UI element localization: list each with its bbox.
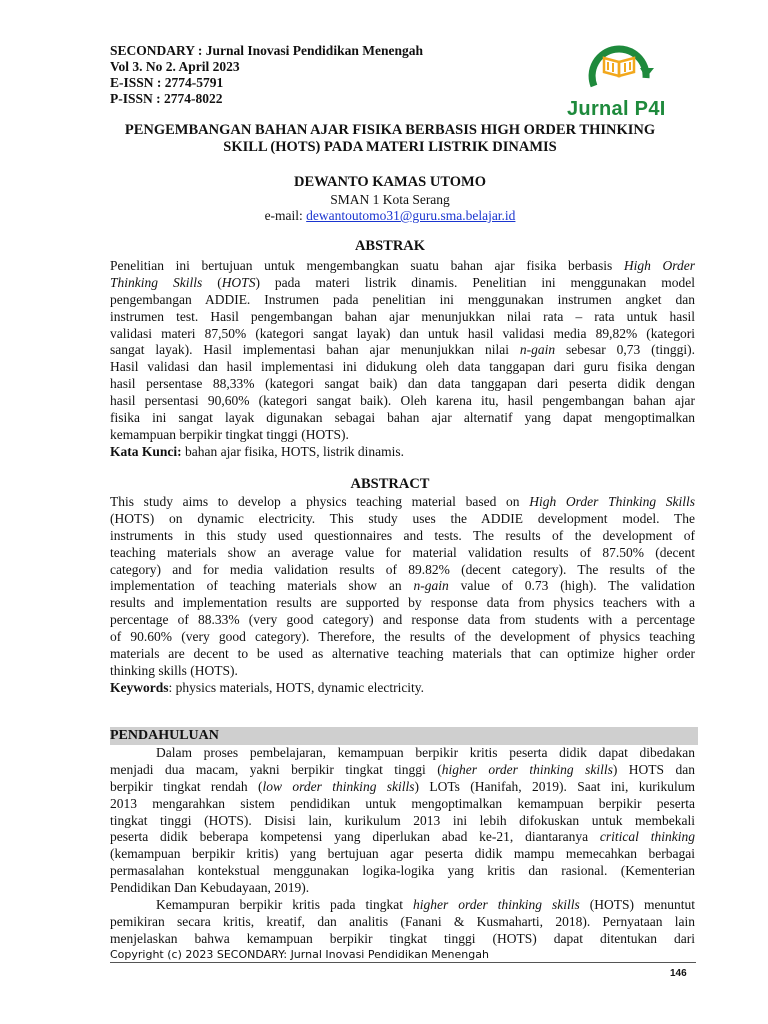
kata-kunci-text: bahan ajar fisika, HOTS, listrik dinamis. <box>181 444 404 459</box>
pendahuluan-line: Dalam proses pembelajaran, kemampuan berpikir kritis peserta didik dapat dibedakan <box>156 745 695 760</box>
abstrak-line: Thinking Skills (HOTS) pada materi listrik dinamis. Penelitian ini menggunakan model <box>110 274 695 290</box>
abstract-line: This study aims to develop a physics teaching material based on High Order Thinking Skills <box>110 494 696 509</box>
pendahuluan-line: peserta didik beberapa kompetensi yang diperlukan abad ke-21, diantaranya critical thinking <box>110 829 695 845</box>
pendahuluan-line: 2013 mengarahkan sistem pendidikan untuk mengoptimalkan kemampuan berpikir peserta <box>110 795 695 811</box>
pendahuluan-line: Kemampuran berpikir kritis pada tingkat higher order thinking skills (HOTS) menuntut <box>156 897 695 913</box>
pendahuluan-line: berpikir tingkat rendah (low order thinking skills) LOTs (Hanifah, 2019). Saat ini, kurikulum <box>110 778 696 794</box>
pendahuluan-line: Pendidikan Dan Kebudayaan, 2019). <box>110 880 310 896</box>
pendahuluan-line: tingkat tinggi (HOTS). Disisi lain, kurikulum 2013 ini lebih difokuskan untuk membekali <box>110 812 695 828</box>
abstract-line: category) and for media validation results of 89.82% (decent category). The results of the <box>110 561 695 577</box>
abstrak-line: instrumen test. Hasil pengembangan bahan ajar menunjukkan nilai rata – rata untuk hasil <box>110 308 695 324</box>
email-label: e-mail: <box>264 208 307 223</box>
abstract-line: of 90.60% (very good category). Therefore, the results of the development of physics teaching <box>110 629 695 645</box>
abstrak-line: validasi materi 87,50% (kategori sangat layak) dan untuk hasil validasi media 89,82% (kategori <box>110 325 695 341</box>
pendahuluan-line: menjadi dua macam, yakni berpikir tingkat tinggi (higher order thinking skills) HOTS dan <box>110 761 695 777</box>
keywords <box>110 680 695 696</box>
logo-text: Jurnal P4I <box>567 98 666 120</box>
abstract-line: teaching materials show an average value for material validation results of 87.50% (decent <box>110 544 695 560</box>
abstrak-line: kemampuan berpikir tingkat tinggi (HOTS). <box>110 426 349 442</box>
abstract-line: implementation of teaching materials show an n-gain value of 0.73 (high). The validation <box>110 578 695 594</box>
paper-title <box>90 122 690 156</box>
pendahuluan-line: (kemampuan berpikir kritis) yang bertujuan agar peserta didik mampu memecahkan berbagai <box>110 846 695 862</box>
abstract-body <box>110 494 695 680</box>
journal-logo <box>564 28 674 128</box>
keywords-label: Keywords <box>110 680 169 695</box>
abstract-line: materials are decent to be used as alternative teaching materials that can optimize higher order <box>110 646 695 662</box>
journal-eissn: E-ISSN : 2774-5791 <box>110 75 224 90</box>
abstract-line: (HOTS) on dynamic electricity. This study uses the ADDIE development model. The <box>110 510 695 526</box>
abstrak-line: pengembangan ADDIE. Instrumen pada penelitian ini menggunakan instrumen angket dan <box>110 291 695 307</box>
author-email-line <box>90 208 690 224</box>
pendahuluan-body <box>110 745 695 948</box>
author-institution: SMAN 1 Kota Serang <box>330 192 450 207</box>
abstract-line: percentage of 88.33% (very good category) and response data from students with a percentage <box>110 612 695 628</box>
abstrak-line: Hasil validasi dan hasil implementasi ini didukung oleh data tanggapan dari guru fisika dengan <box>110 359 695 375</box>
pendahuluan-heading: PENDAHULUAN <box>110 727 698 745</box>
pendahuluan-line: pemikiran secara kritis, kreatif, dan analitis (Fanani & Kusmaharti, 2018). Pernyataan lain <box>110 913 695 929</box>
kata-kunci <box>110 444 695 460</box>
journal-header <box>110 43 423 107</box>
kata-kunci-label: Kata Kunci: <box>110 444 182 459</box>
abstract-line: instruments in this study used questionnaires and tests. The results of the development of <box>110 527 695 543</box>
book-circle-logo-icon <box>564 28 674 98</box>
page-number: 146 <box>670 968 687 979</box>
abstract-line: thinking skills (HOTS). <box>110 662 238 678</box>
abstrak-heading: ABSTRAK <box>354 238 426 254</box>
abstract-heading: ABSTRACT <box>350 476 430 492</box>
author-name: DEWANTO KAMAS UTOMO <box>293 174 486 190</box>
journal-pissn: P-ISSN : 2774-8022 <box>110 91 223 106</box>
pendahuluan-line: permasalahan kontekstual menggunakan logika-logika yang kritis dan rasional. (Kementerian <box>110 863 695 879</box>
journal-volume: Vol 3. No 2. April 2023 <box>110 59 240 74</box>
abstrak-line: hasil persentase 88,33% (kategori sangat baik) dan data tanggapan dari peserta didik dengan <box>110 376 695 392</box>
abstrak-line: hasil persentasi 90,60% (kategori sangat baik). Oleh karena itu, hasil pengembangan bahan ajar <box>110 393 695 409</box>
email-link[interactable]: dewantoutomo31@guru.sma.belajar.id <box>306 208 516 223</box>
pendahuluan-line: menjelaskan bahwa kemampuan berpikir tingkat tinggi (HOTS) dapat ditentukan dari <box>110 930 695 946</box>
title-line-1: PENGEMBANGAN BAHAN AJAR FISIKA BERBASIS HIGH ORDER THINKING <box>124 122 656 138</box>
abstrak-line: fisika ini sangat layak digunakan sebagai bahan ajar alternatif yang dapat mengoptimalkan <box>110 410 695 426</box>
copyright-footer: Copyright (c) 2023 SECONDARY: Jurnal Inovasi Pendidikan Menengah <box>110 948 489 961</box>
abstrak-body <box>110 258 695 444</box>
abstract-line: results and implementation results are supported by response data from physics teachers with a <box>110 595 695 611</box>
journal-name: SECONDARY : Jurnal Inovasi Pendidikan Menengah <box>110 43 423 58</box>
abstrak-line: sangat layak). Hasil implementasi bahan ajar menunjukkan nilai n-gain sebesar 0,73 (tinggi). <box>110 342 695 358</box>
abstrak-line: Penelitian ini bertujuan untuk mengembangkan suatu bahan ajar fisika berbasis High Order <box>110 258 695 273</box>
keywords-text: : physics materials, HOTS, dynamic electricity. <box>168 680 425 695</box>
title-line-2: SKILL (HOTS) PADA MATERI LISTRIK DINAMIS <box>223 139 557 155</box>
footer-divider <box>110 962 696 963</box>
